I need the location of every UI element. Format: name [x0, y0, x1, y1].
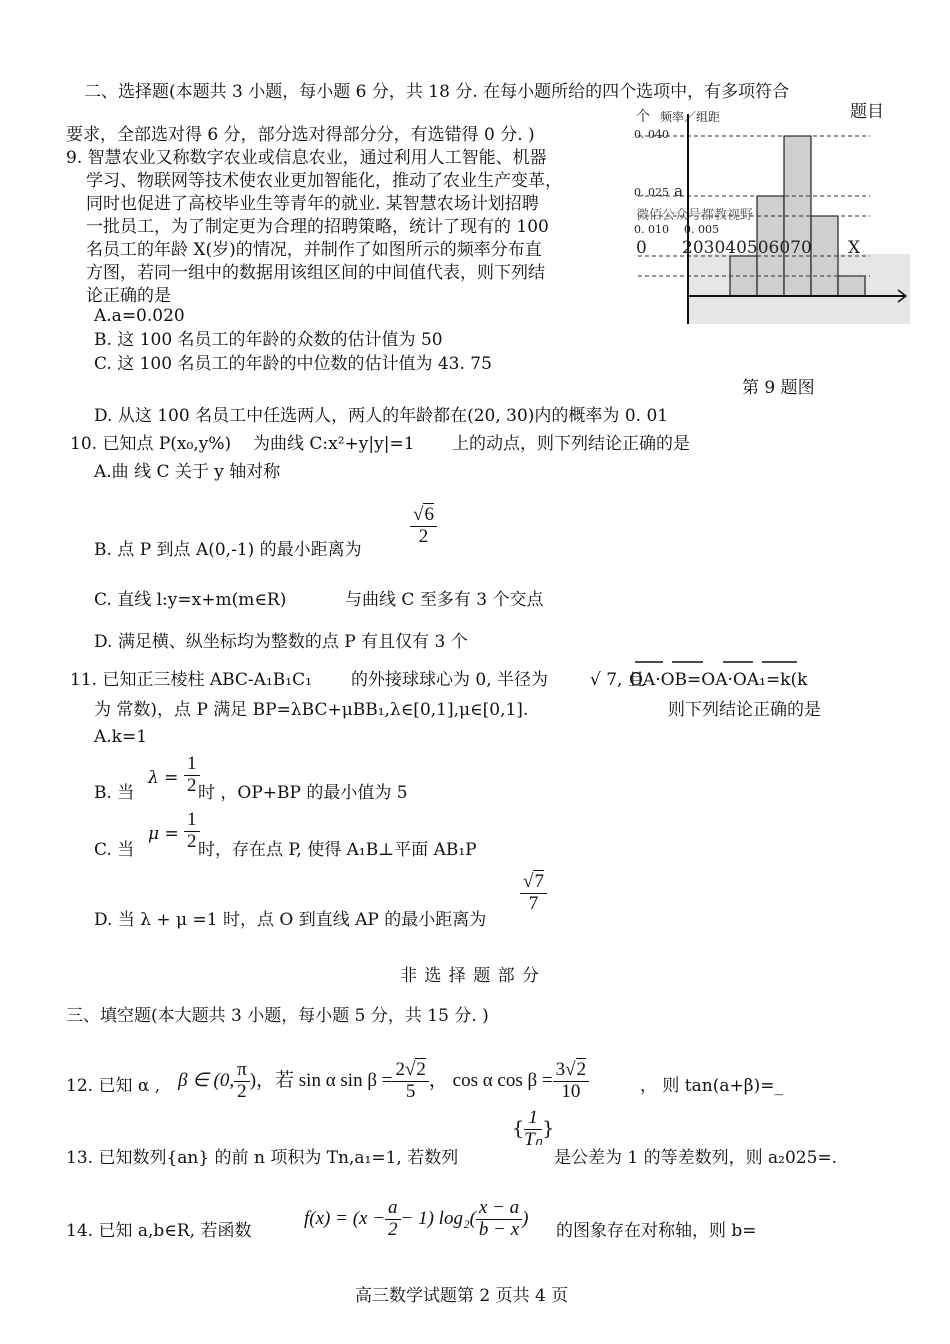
q11-vector-condition: OA·OB=OA·OA₁=k(k — [629, 670, 808, 690]
q9-line: 学习、物联网等技术使农业更加智能化，推动了农业生产变革， — [86, 171, 562, 191]
q9-line: 方图，若同一组中的数据用该组区间的中间值代表，则下列结 — [86, 263, 545, 283]
q11-line1-c: √ 7, 且 — [590, 670, 645, 690]
q9-line: 名员工的年龄 X(岁)的情况，并制作了如图所示的频率分布直 — [86, 240, 542, 260]
q14-function: f(x) = (x − $\frac{a}{2}$ − 1) log₂( $\frac{x - a}{b - x}$ ) — [304, 1197, 529, 1240]
q10-stem-c: 上的动点，则下列结论正确的是 — [452, 434, 690, 454]
q11-d-fraction: $\frac{√7}{7}$ — [520, 872, 547, 915]
q9-line: 论正确的是 — [86, 286, 171, 306]
q9-line: 一批员工，为了制定更为合理的招聘策略，统计了现有的 100 — [86, 217, 549, 237]
q11-line1-a: 11. 已知正三棱柱 ABC-A₁B₁C₁ — [70, 670, 312, 690]
y-tick-label: 0. 025 — [634, 186, 669, 199]
page-footer: 高三数学试题第 2 页共 4 页 — [355, 1286, 569, 1306]
q11-option-b-post: 时 ，OP+BP 的最小值为 5 — [198, 783, 408, 803]
q10-stem-a: 10. 已知点 P(x₀,y%) — [70, 434, 232, 454]
section2-header-line2: 要求，全部选对得 6 分，部分选对得部分分，有选错得 0 分. ) — [66, 125, 535, 145]
y-tick-label: 0. 005 — [684, 223, 719, 236]
q14-pre: 14. 已知 a,b∈R, 若函数 — [66, 1221, 252, 1241]
q10-b-fraction: $\frac{√6}{2}$ — [410, 505, 437, 548]
q11-option-a: A.k=1 — [94, 727, 148, 747]
q11-c-var: μ = — [148, 824, 179, 844]
watermark: 微佰公众号都教视野 — [636, 208, 754, 223]
q11-option-c-pre: C. 当 — [94, 840, 135, 860]
y-tick-label-a: a — [674, 182, 683, 200]
q11-b-fraction: $\frac{1}{2}$ — [184, 754, 200, 797]
q12-formula: β ∈ (0, $\frac{\pi}{2}$ )，若 sin α sin β = $\frac{2√2}{5}$ ， cos α cos β = $\frac{3√2}{10}$ — [178, 1060, 589, 1103]
q9-option-b: B. 这 100 名员工的年龄的众数的估计值为 50 — [94, 330, 443, 350]
q11-line2-a: 为 常数)，点 P 满足 BP=λBC+μBB₁,λ∈[0,1],μ∈[0,1]. — [94, 700, 529, 720]
vector-overbars — [629, 660, 809, 668]
q12-pre: 12. 已知 α , — [66, 1076, 161, 1096]
frequency-histogram — [630, 104, 910, 324]
q9-figure-caption: 第 9 题图 — [742, 378, 815, 398]
q10-option-c-b: 与曲线 C 至多有 3 个交点 — [345, 590, 544, 610]
q10-option-a: A.曲 线 C 关于 y 轴对称 — [94, 462, 281, 482]
q13-pre: 13. 已知数列{an} 的前 n 项积为 Tn,a₁=1, 若数列 — [66, 1148, 459, 1168]
y-axis-label: 频率／组距 — [660, 110, 721, 124]
x-axis-label: X — [848, 238, 861, 258]
q13-sequence-fraction: { $\frac{1}{\text{Tₙ}}$ } — [512, 1107, 555, 1150]
q11-line2-b: 则下列结论正确的是 — [668, 700, 821, 720]
q9-line: 9. 智慧农业又称数字农业或信息农业，通过利用人工智能、机器 — [66, 148, 547, 168]
q11-option-d: D. 当 λ + μ =1 时，点 O 到直线 AP 的最小距离为 — [94, 910, 487, 930]
q9-line: 同时也促进了高校毕业生等青年的就业. 某智慧农场计划招聘 — [86, 194, 539, 214]
q11-line1-b: 的外接球球心为 0, 半径为 — [351, 670, 549, 690]
q10-stem-b: 为曲线 C:x²+y|y|=1 — [253, 434, 415, 454]
section3-header: 三、填空题(本大题共 3 小题，每小题 5 分，共 15 分. ) — [66, 1006, 489, 1026]
q10-option-c-a: C. 直线 l:y=x+m(m∈R) — [94, 590, 287, 610]
q14-post: 的图象存在对称轴，则 b= — [556, 1221, 757, 1241]
x-tick-labels: 203040506070 — [682, 238, 812, 258]
q11-c-fraction: $\frac{1}{2}$ — [184, 810, 200, 853]
q10-option-b: B. 点 P 到点 A(0,-1) 的最小距离为 — [94, 540, 362, 560]
section2-header-end: 题目 — [850, 102, 884, 122]
section2-header-line1: 二、选择题(本题共 3 小题，每小题 6 分，共 18 分. 在每小题所给的四个选项中，有多项符合 — [84, 82, 790, 102]
q10-option-d: D. 满足横、纵坐标均为整数的点 P 有且仅有 3 个 — [94, 632, 468, 652]
q11-option-c-post: 时，存在点 P, 使得 A₁B⊥平面 AB₁P — [198, 840, 477, 860]
y-tick-label: 0. 010 — [634, 223, 669, 236]
origin-label: 0 — [636, 238, 647, 258]
q9-option-d: D. 从这 100 名员工中任选两人，两人的年龄都在(20, 30)内的概率为 0. 01 — [94, 406, 669, 426]
q13-post: 是公差为 1 的等差数列，则 a₂025=. — [554, 1148, 838, 1168]
q9-option-a: A.a=0.020 — [94, 306, 185, 326]
q11-option-b-pre: B. 当 — [94, 783, 135, 803]
y-axis-prefix: 个 — [636, 109, 650, 125]
nonchoice-title: 非 选 择 题 部 分 — [400, 966, 541, 986]
y-tick-label: 0. 040 — [634, 128, 669, 141]
q9-option-c: C. 这 100 名员工的年龄的中位数的估计值为 43. 75 — [94, 354, 492, 374]
histogram-bar — [838, 276, 865, 296]
q12-post: ， 则 tan(a+β)=_ — [640, 1076, 783, 1096]
q11-b-var: λ = — [148, 768, 179, 788]
